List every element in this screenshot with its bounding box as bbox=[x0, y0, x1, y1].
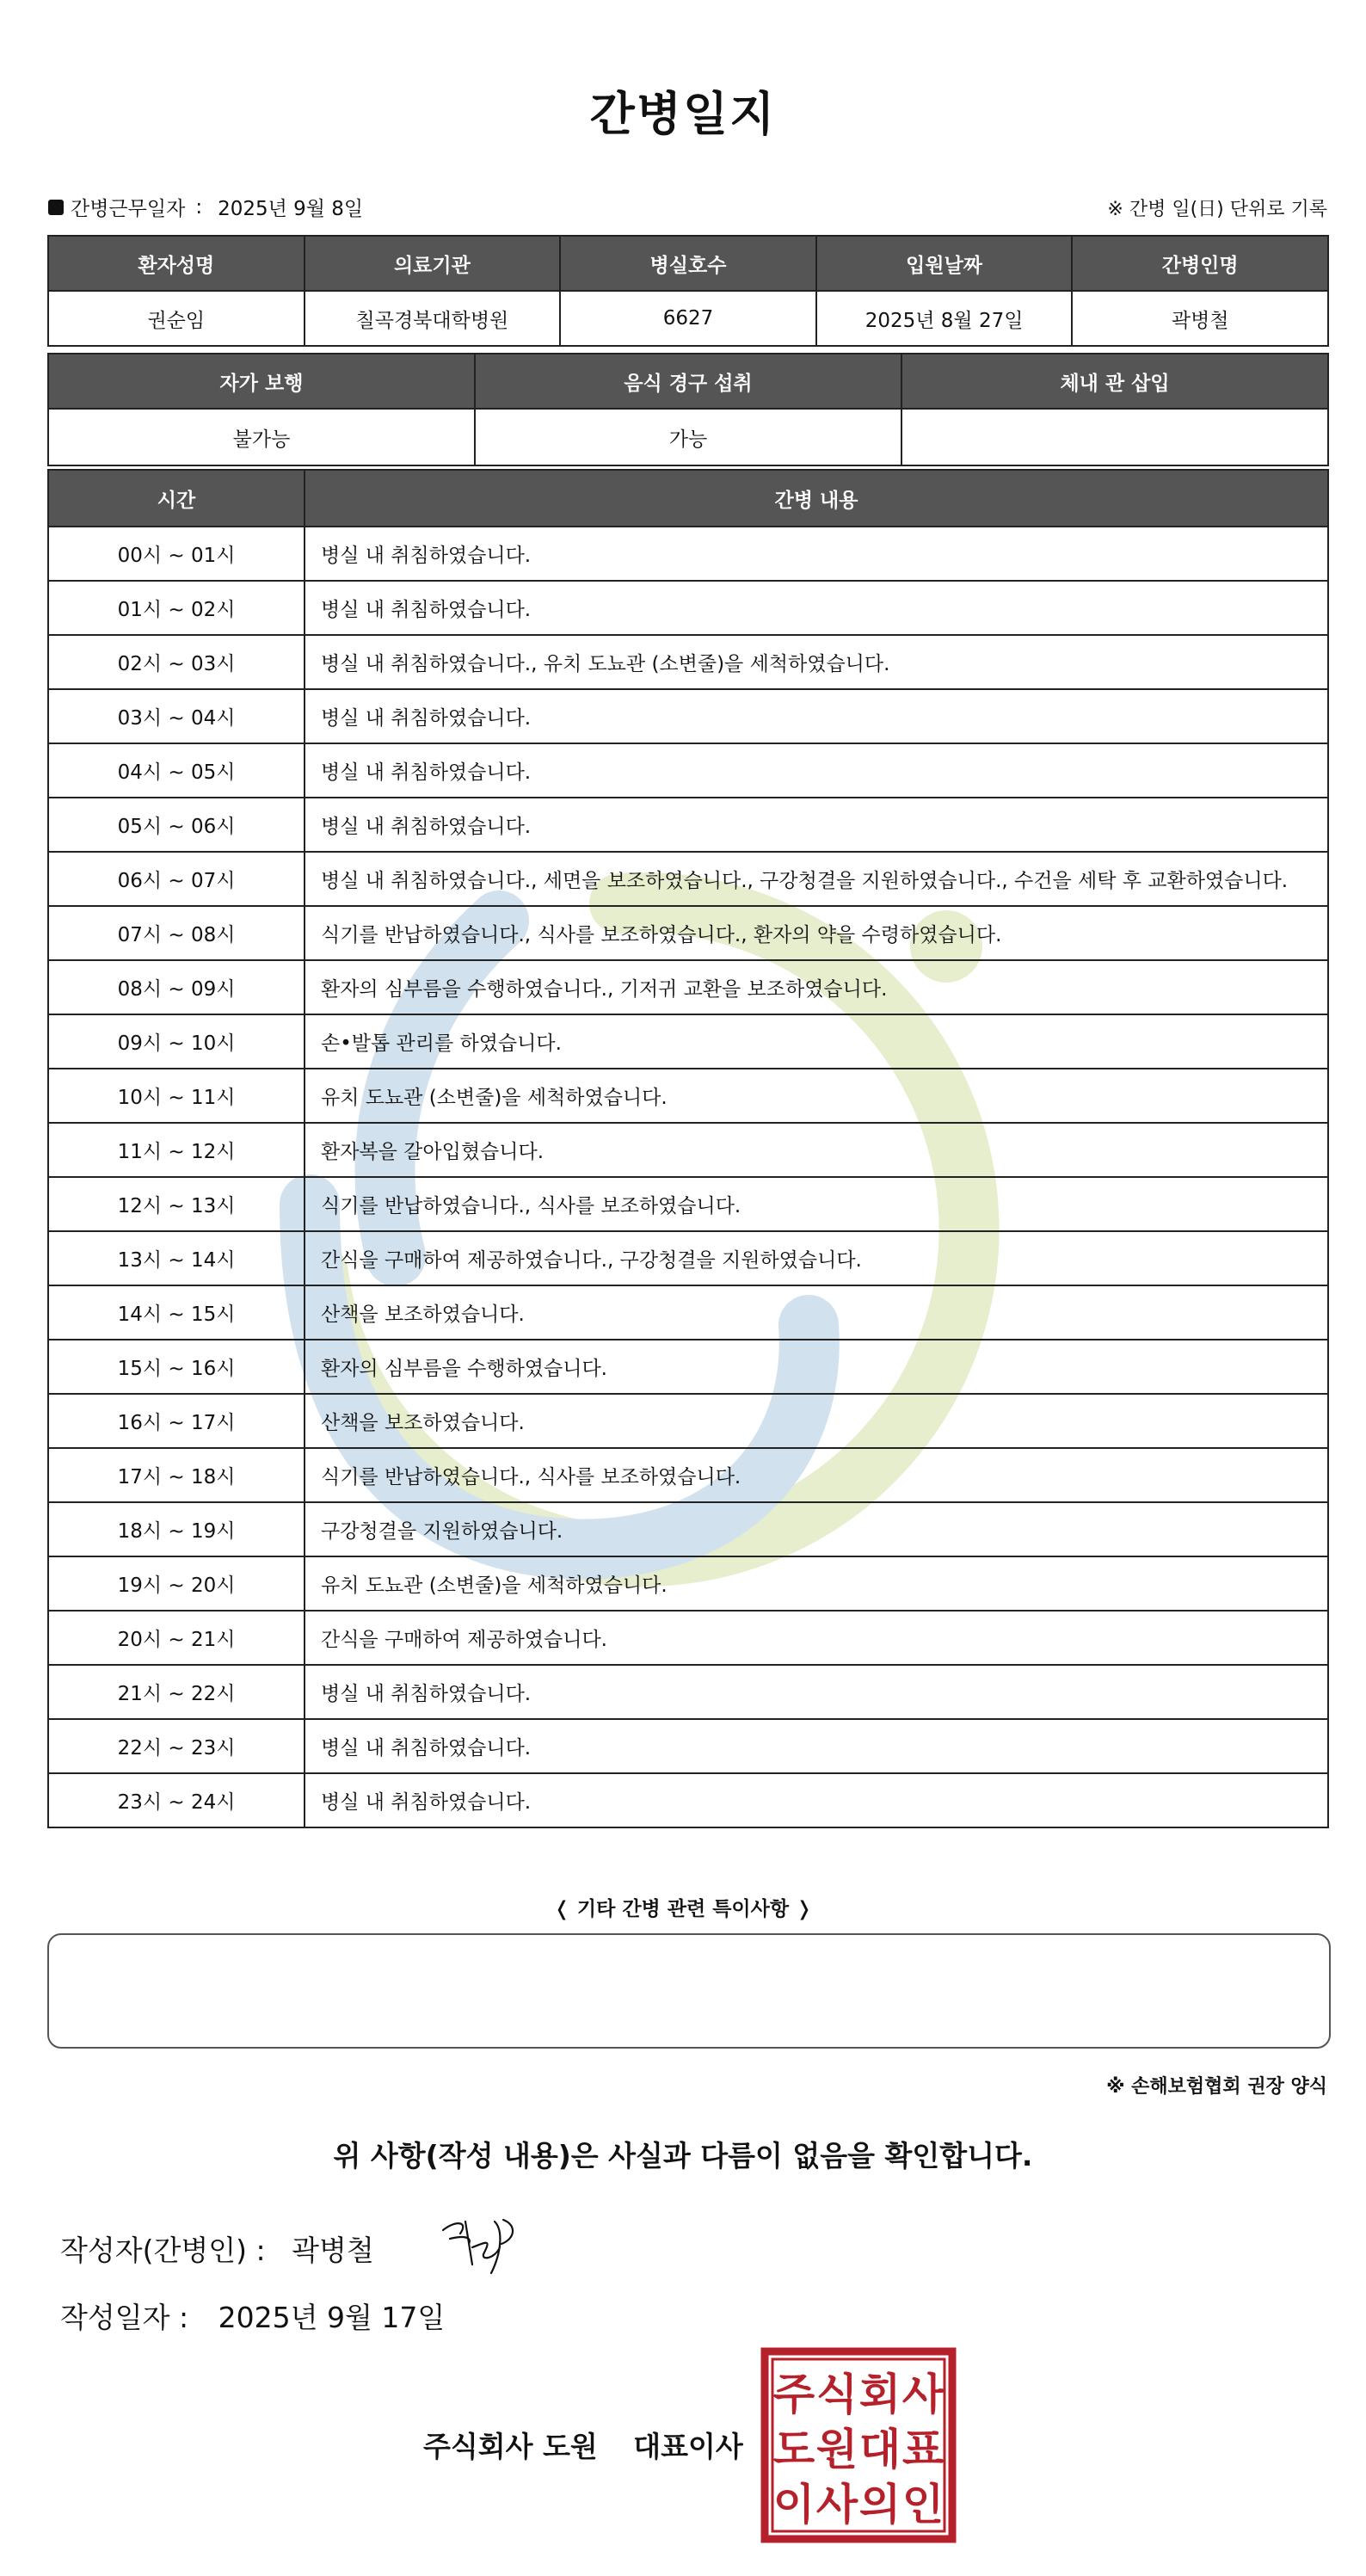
writer-label: 작성자(간병인) : bbox=[60, 2234, 266, 2267]
seal-glyph: 사 bbox=[901, 2370, 945, 2419]
patient-info-header-row bbox=[48, 236, 1328, 291]
patient-status-table bbox=[47, 353, 1329, 466]
header-patient-name: 환자성명 bbox=[48, 236, 305, 291]
patient-status-header-row bbox=[48, 354, 1328, 409]
company-name: 주식회사 도원 bbox=[423, 2430, 598, 2463]
seal-glyph: 사 bbox=[815, 2480, 858, 2530]
log-time: 20시 ~ 21시 bbox=[48, 1611, 305, 1665]
log-content: 유치 도뇨관 (소변줄)을 세척하였습니다. bbox=[305, 1556, 1328, 1611]
log-content: 유치 도뇨관 (소변줄)을 세척하였습니다. bbox=[305, 1069, 1328, 1123]
care-log-row bbox=[48, 1611, 1328, 1665]
care-log-row bbox=[48, 1719, 1328, 1773]
handwritten-signature bbox=[434, 2204, 520, 2282]
care-log-row bbox=[48, 527, 1328, 581]
log-time: 22시 ~ 23시 bbox=[48, 1719, 305, 1773]
room-number: 6627 bbox=[560, 291, 816, 346]
header-care-content: 간병 내용 bbox=[305, 470, 1328, 527]
seal-glyph: 의 bbox=[858, 2480, 901, 2530]
care-log-row bbox=[48, 1177, 1328, 1231]
self-walking-value: 불가능 bbox=[48, 409, 475, 465]
confirmation-statement: 위 사항(작성 내용)은 사실과 다름이 없음을 확인합니다. bbox=[333, 2139, 1033, 2172]
log-time: 23시 ~ 24시 bbox=[48, 1773, 305, 1827]
log-content: 병실 내 취침하였습니다., 유치 도뇨관 (소변줄)을 세척하였습니다. bbox=[305, 635, 1328, 689]
log-time: 06시 ~ 07시 bbox=[48, 852, 305, 906]
seal-glyph: 이 bbox=[772, 2480, 815, 2530]
patient-info-value-row bbox=[48, 291, 1328, 346]
log-content: 병실 내 취침하였습니다. bbox=[305, 689, 1328, 743]
header-tube-insertion: 체내 관 삽입 bbox=[901, 354, 1328, 409]
unit-note: ※ 간병 일(日) 단위로 기록 bbox=[1107, 199, 1327, 220]
caregiver-name: 곽병철 bbox=[1072, 291, 1328, 346]
log-time: 09시 ~ 10시 bbox=[48, 1014, 305, 1069]
log-content: 구강청결을 지원하였습니다. bbox=[305, 1502, 1328, 1556]
log-content: 환자의 심부름을 수행하였습니다., 기저귀 교환을 보조하였습니다. bbox=[305, 960, 1328, 1014]
log-time: 00시 ~ 01시 bbox=[48, 527, 305, 581]
header-hospital: 의료기관 bbox=[305, 236, 561, 291]
care-log-row bbox=[48, 1231, 1328, 1285]
care-log-row bbox=[48, 1285, 1328, 1340]
log-content: 병실 내 취침하였습니다. bbox=[305, 1665, 1328, 1719]
log-content: 병실 내 취침하였습니다. bbox=[305, 743, 1328, 798]
work-date-label: 간병근무일자 bbox=[71, 198, 186, 220]
log-content: 산책을 보조하였습니다. bbox=[305, 1285, 1328, 1340]
care-log-row bbox=[48, 906, 1328, 960]
log-time: 07시 ~ 08시 bbox=[48, 906, 305, 960]
log-time: 14시 ~ 15시 bbox=[48, 1285, 305, 1340]
care-log-header-row bbox=[48, 470, 1328, 527]
patient-info-table bbox=[47, 235, 1329, 347]
care-log-row bbox=[48, 1014, 1328, 1069]
care-log-row bbox=[48, 1773, 1328, 1827]
care-log-row bbox=[48, 581, 1328, 635]
log-time: 13시 ~ 14시 bbox=[48, 1231, 305, 1285]
company-line bbox=[423, 2425, 743, 2465]
log-content: 손•발톱 관리를 하였습니다. bbox=[305, 1014, 1328, 1069]
log-content: 병실 내 취침하였습니다. bbox=[305, 527, 1328, 581]
care-log-row bbox=[48, 1394, 1328, 1448]
work-date-value: 2025년 9월 8일 bbox=[218, 198, 364, 220]
header-admission-date: 입원날짜 bbox=[816, 236, 1073, 291]
log-time: 12시 ~ 13시 bbox=[48, 1177, 305, 1231]
care-log-row bbox=[48, 1448, 1328, 1502]
log-time: 02시 ~ 03시 bbox=[48, 635, 305, 689]
document-title: 간병일지 bbox=[589, 87, 777, 141]
log-time: 11시 ~ 12시 bbox=[48, 1123, 305, 1177]
admission-date: 2025년 8월 27일 bbox=[816, 291, 1073, 346]
writer-line bbox=[60, 2228, 374, 2269]
seal-glyph: 주 bbox=[772, 2370, 815, 2419]
care-log-row bbox=[48, 1069, 1328, 1123]
seal-glyph: 표 bbox=[901, 2425, 945, 2474]
log-time: 05시 ~ 06시 bbox=[48, 798, 305, 852]
seal-glyph: 원 bbox=[815, 2425, 858, 2474]
care-log-row bbox=[48, 1502, 1328, 1556]
log-content: 간식을 구매하여 제공하였습니다., 구강청결을 지원하였습니다. bbox=[305, 1231, 1328, 1285]
log-content: 산책을 보조하였습니다. bbox=[305, 1394, 1328, 1448]
log-content: 환자의 심부름을 수행하였습니다. bbox=[305, 1340, 1328, 1394]
bullet-square-icon bbox=[48, 200, 64, 215]
log-time: 19시 ~ 20시 bbox=[48, 1556, 305, 1611]
company-seal-stamp bbox=[760, 2347, 957, 2543]
seal-glyph: 인 bbox=[901, 2480, 945, 2530]
log-content: 병실 내 취침하였습니다. bbox=[305, 798, 1328, 852]
write-date-label: 작성일자 : bbox=[60, 2301, 189, 2334]
care-log-row bbox=[48, 1665, 1328, 1719]
tube-insertion-value bbox=[901, 409, 1328, 465]
care-log-body bbox=[48, 527, 1328, 1827]
care-log-table bbox=[47, 469, 1329, 1828]
log-time: 16시 ~ 17시 bbox=[48, 1394, 305, 1448]
association-note: ※ 손해보험협회 권장 양식 bbox=[1106, 2076, 1327, 2098]
care-log-row bbox=[48, 1556, 1328, 1611]
log-content: 병실 내 취침하였습니다. bbox=[305, 1773, 1328, 1827]
special-notes-box bbox=[47, 1933, 1331, 2049]
log-time: 18시 ~ 19시 bbox=[48, 1502, 305, 1556]
care-log-row bbox=[48, 689, 1328, 743]
care-log-row bbox=[48, 852, 1328, 906]
header-time: 시간 bbox=[48, 470, 305, 527]
write-date-line bbox=[60, 2296, 445, 2336]
patient-name: 권순임 bbox=[48, 291, 305, 346]
seal-glyph: 회 bbox=[858, 2370, 901, 2419]
log-time: 03시 ~ 04시 bbox=[48, 689, 305, 743]
log-time: 01시 ~ 02시 bbox=[48, 581, 305, 635]
care-log-row bbox=[48, 1123, 1328, 1177]
writer-name: 곽병철 bbox=[292, 2234, 374, 2267]
log-time: 10시 ~ 11시 bbox=[48, 1069, 305, 1123]
care-log-row bbox=[48, 798, 1328, 852]
log-content: 환자복을 갈아입혔습니다. bbox=[305, 1123, 1328, 1177]
special-notes-title: ❬ 기타 간병 관련 특이사항 ❭ bbox=[553, 1898, 813, 1920]
oral-intake-value: 가능 bbox=[475, 409, 901, 465]
log-content: 식기를 반납하였습니다., 식사를 보조하였습니다. bbox=[305, 1448, 1328, 1502]
work-date-colon: : bbox=[195, 195, 203, 219]
care-log-row bbox=[48, 635, 1328, 689]
log-content: 병실 내 취침하였습니다. bbox=[305, 581, 1328, 635]
care-log-row bbox=[48, 743, 1328, 798]
header-oral-intake: 음식 경구 섭취 bbox=[475, 354, 901, 409]
log-content: 식기를 반납하였습니다., 식사를 보조하였습니다., 환자의 약을 수령하였습니다. bbox=[305, 906, 1328, 960]
care-log-row bbox=[48, 1340, 1328, 1394]
seal-glyph: 도 bbox=[772, 2425, 815, 2474]
log-time: 15시 ~ 16시 bbox=[48, 1340, 305, 1394]
work-date-line bbox=[48, 193, 363, 221]
log-content: 식기를 반납하였습니다., 식사를 보조하였습니다. bbox=[305, 1177, 1328, 1231]
log-time: 08시 ~ 09시 bbox=[48, 960, 305, 1014]
log-time: 04시 ~ 05시 bbox=[48, 743, 305, 798]
log-content: 병실 내 취침하였습니다., 세면을 보조하였습니다., 구강청결을 지원하였습니다., 수건을 세탁 후 교환하였습니다. bbox=[305, 852, 1328, 906]
log-content: 병실 내 취침하였습니다. bbox=[305, 1719, 1328, 1773]
log-time: 17시 ~ 18시 bbox=[48, 1448, 305, 1502]
header-self-walking: 자가 보행 bbox=[48, 354, 475, 409]
patient-status-value-row bbox=[48, 409, 1328, 465]
seal-glyph: 식 bbox=[815, 2370, 858, 2419]
header-room-number: 병실호수 bbox=[560, 236, 816, 291]
log-time: 21시 ~ 22시 bbox=[48, 1665, 305, 1719]
care-log-row bbox=[48, 960, 1328, 1014]
log-content: 간식을 구매하여 제공하였습니다. bbox=[305, 1611, 1328, 1665]
seal-glyph: 대 bbox=[858, 2425, 901, 2474]
header-caregiver-name: 간병인명 bbox=[1072, 236, 1328, 291]
company-title: 대표이사 bbox=[633, 2430, 743, 2463]
write-date-value: 2025년 9월 17일 bbox=[218, 2301, 446, 2334]
hospital-name: 칠곡경북대학병원 bbox=[305, 291, 561, 346]
